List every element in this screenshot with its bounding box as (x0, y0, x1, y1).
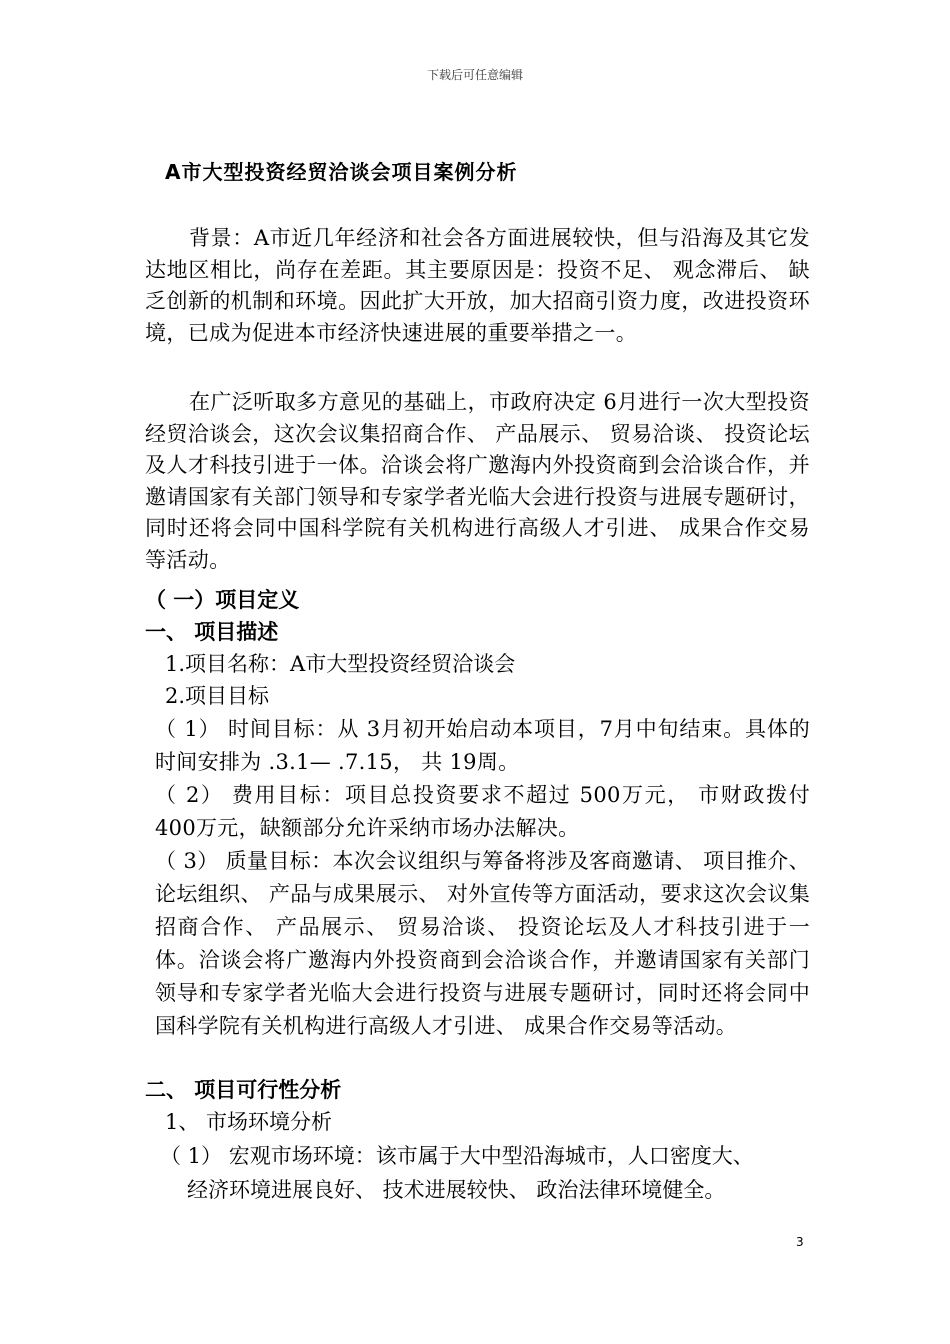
section-heading-project-definition: （ 一）项目定义 (145, 588, 300, 612)
macro-market-line-1: （ 1） 宏观市场环境：该市属于大中型沿海城市，人口密度大、 (160, 1144, 754, 1168)
goal-time: （ 1） 时间目标：从 3月初开始启动本项目，7月中旬结束。具体的时间安排为 .3.1— .7.15， 共 19周。 (155, 717, 810, 774)
document-title: A市大型投资经贸洽谈会项目案例分析 (165, 160, 518, 184)
background-paragraph: 背景：A市近几年经济和社会各方面进展较快，但与沿海及其它发达地区相比，尚存在差距。其主要原因是：投资不足、 观念滞后、 缺乏创新的机制和环境。因此扩大开放，加大招商引资力度，改进投资环境，已成为促进本市经济快速进展的重要举措之一。 (145, 226, 810, 345)
item-market-analysis: 1、 市场环境分析 (165, 1110, 333, 1134)
decision-paragraph: 在广泛听取多方意见的基础上，市政府决定 6月进行一次大型投资经贸洽谈会，这次会议集招商合作、 产品展示、 贸易洽谈、 投资论坛及人才科技引进于一体。洽谈会将广邀海内外投资商到会洽谈合作，并邀请国家有关部门领导和专家学者光临大会进行投资与进展专题研讨，同时还将会同中国科学院有关机构进行高级人才引进、 成果合作交易等活动。 (145, 390, 810, 572)
header-note: 下载后可任意编辑 (426, 68, 523, 82)
page-number: 3 (796, 1235, 804, 1249)
item-project-name: 1.项目名称：A市大型投资经贸洽谈会 (165, 652, 516, 676)
item-project-goals: 2.项目目标 (165, 684, 270, 708)
heading-project-description: 一、 项目描述 (145, 620, 279, 644)
macro-market-line-2: 经济环境进展良好、 技术进展较快、 政治法律环境健全。 (187, 1178, 726, 1202)
heading-feasibility-analysis: 二、 项目可行性分析 (145, 1078, 342, 1102)
goal-cost: （ 2） 费用目标：项目总投资要求不超过 500万元， 市财政拨付 400万元，缺额部分允许采纳市场办法解决。 (155, 783, 810, 840)
goal-quality: （ 3） 质量目标：本次会议组织与筹备将涉及客商邀请、 项目推介、 论坛组织、 产品与成果展示、 对外宣传等方面活动，要求这次会议集招商合作、 产品展示、 贸易洽谈、 投资论坛及人才科技引进于一体。洽谈会将广邀海内外投资商到会洽谈合作，并邀请国家有关部门领导和专家学者光临大会进行投资与进展专题研讨，同时还将会同中国科学院有关机构进行高级人才引进、 成果合作交易等活动。 (155, 849, 810, 1038)
